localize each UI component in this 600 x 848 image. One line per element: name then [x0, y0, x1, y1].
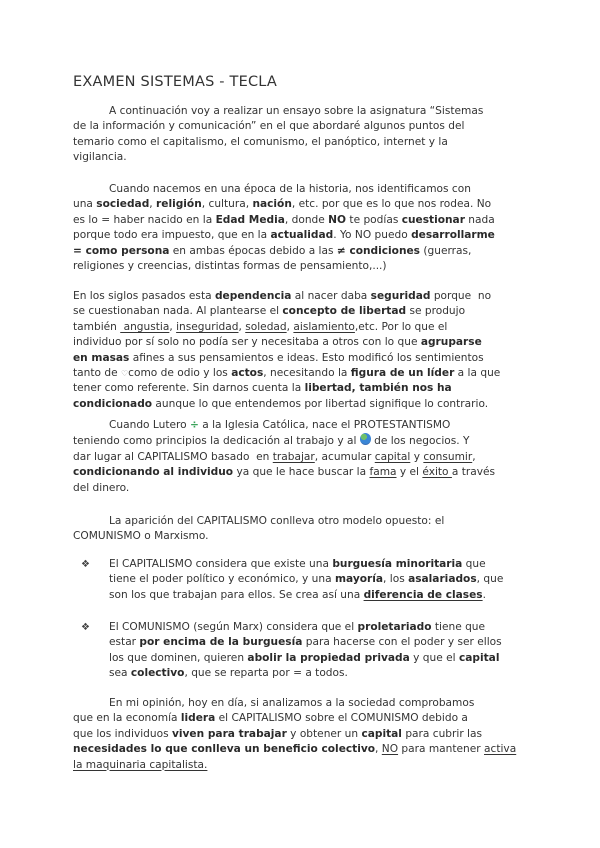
text-line: vigilancia.: [73, 151, 127, 164]
heart-icon: ♡: [120, 369, 129, 379]
paragraph-aparicion: [73, 514, 533, 545]
paragraph-siglos: [73, 289, 533, 412]
text-line: Cuando Lutero ÷ a la Iglesia Católica, nace el PROTESTANTISMO: [109, 419, 451, 431]
paragraph-lutero: [73, 418, 533, 496]
text-line: del dinero.: [73, 481, 130, 494]
globe-icon: [360, 433, 371, 445]
text-line: es lo = haber nacido en la Edad Media, donde NO te podías cuestionar nada: [73, 213, 495, 226]
text-line: individuo por sí solo no podía ser y necesitaba a otros con lo que agruparse: [73, 336, 482, 349]
text-line: En mi opinión, hoy en día, si analizamos a la sociedad comprobamos: [109, 697, 475, 709]
bullet-capitalismo: [73, 557, 543, 605]
text-line: tiene el poder político y económico, y una mayoría, los asalariados, que: [109, 573, 504, 586]
text-line: de la información y comunicación” en el que abordaré algunos puntos del: [73, 120, 465, 133]
text-line: temario como el capitalismo, el comunismo, el panóptico, internet y la: [73, 135, 448, 148]
text-line: dar lugar al CAPITALISMO basado en trabajar, acumular capital y consumir,: [73, 450, 476, 463]
text-line: tanto de ♡como de odio y los actos, necesitando la figura de un líder a la que: [73, 367, 501, 380]
paragraph-opinion: [73, 696, 533, 773]
text-line: religiones y creencias, distintas formas de pensamiento,...): [73, 260, 387, 273]
diamond-bullet-icon: ❖: [81, 622, 90, 633]
paragraph-epoca: [73, 182, 533, 274]
text-line: El COMUNISMO (según Marx) considera que el proletariado tiene que: [109, 621, 486, 633]
text-line: condicionando al individuo ya que le hace buscar la fama y el éxito a través: [73, 466, 496, 479]
text-line: teniendo como principios la dedicación al trabajo y al de los negocios. Y: [73, 435, 470, 448]
text-line: en masas afines a sus pensamientos e ideas. Esto modificó los sentimientos: [73, 351, 484, 364]
text-line: El CAPITALISMO considera que existe una burguesía minoritaria que: [109, 558, 486, 570]
text-line: La aparición del CAPITALISMO conlleva otro modelo opuesto: el: [109, 515, 445, 527]
text-line: En los siglos pasados esta dependencia al nacer daba seguridad porque no: [73, 290, 492, 302]
text-line: son los que trabajan para ellos. Se crea así una diferencia de clases.: [109, 588, 486, 601]
text-line: Cuando nacemos en una época de la historia, nos identificamos con: [109, 183, 471, 195]
divide-icon: ÷: [189, 419, 199, 431]
text-line: una sociedad, religión, cultura, nación, etc. por que es lo que nos rodea. No: [73, 198, 492, 211]
text-line: estar por encima de la burguesía para hacerse con el poder y ser ellos: [109, 636, 502, 649]
text-line: necesidades lo que conlleva un beneficio colectivo, NO para mantener activa: [73, 743, 517, 756]
text-line: que en la economía lidera el CAPITALISMO sobre el COMUNISMO debido a: [73, 712, 468, 725]
text-line: condicionado aunque lo que entendemos por libertad signifique lo contrario.: [73, 397, 489, 410]
text-line: sea colectivo, que se reparta por = a todos.: [109, 667, 348, 680]
text-line: también angustia, inseguridad, soledad, aislamiento,etc. Por lo que el: [73, 320, 448, 333]
text-line: porque todo era impuesto, que en la actualidad. Yo NO puedo desarrollarme: [73, 229, 495, 242]
bullet-comunismo: [73, 620, 543, 684]
text-line: = como persona en ambas épocas debido a las ≠ condiciones (guerras,: [73, 244, 472, 257]
text-line: A continuación voy a realizar un ensayo sobre la asignatura “Sistemas: [109, 105, 484, 117]
text-line: que los individuos viven para trabajar y obtener un capital para cubrir las: [73, 727, 482, 740]
diamond-bullet-icon: ❖: [81, 559, 90, 570]
text-line: los que dominen, quieren abolir la propiedad privada y que el capital: [109, 651, 500, 664]
text-line: tener como referente. Sin darnos cuenta la libertad, también nos ha: [73, 382, 452, 395]
text-line: se cuestionaban nada. Al plantearse el concepto de libertad se produjo: [73, 305, 466, 318]
text-line: COMUNISMO o Marxismo.: [73, 530, 209, 543]
text-line: la maquinaria capitalista.: [73, 758, 208, 771]
document-title: EXAMEN SISTEMAS - TECLA: [73, 74, 278, 90]
paragraph-intro: [73, 104, 533, 166]
